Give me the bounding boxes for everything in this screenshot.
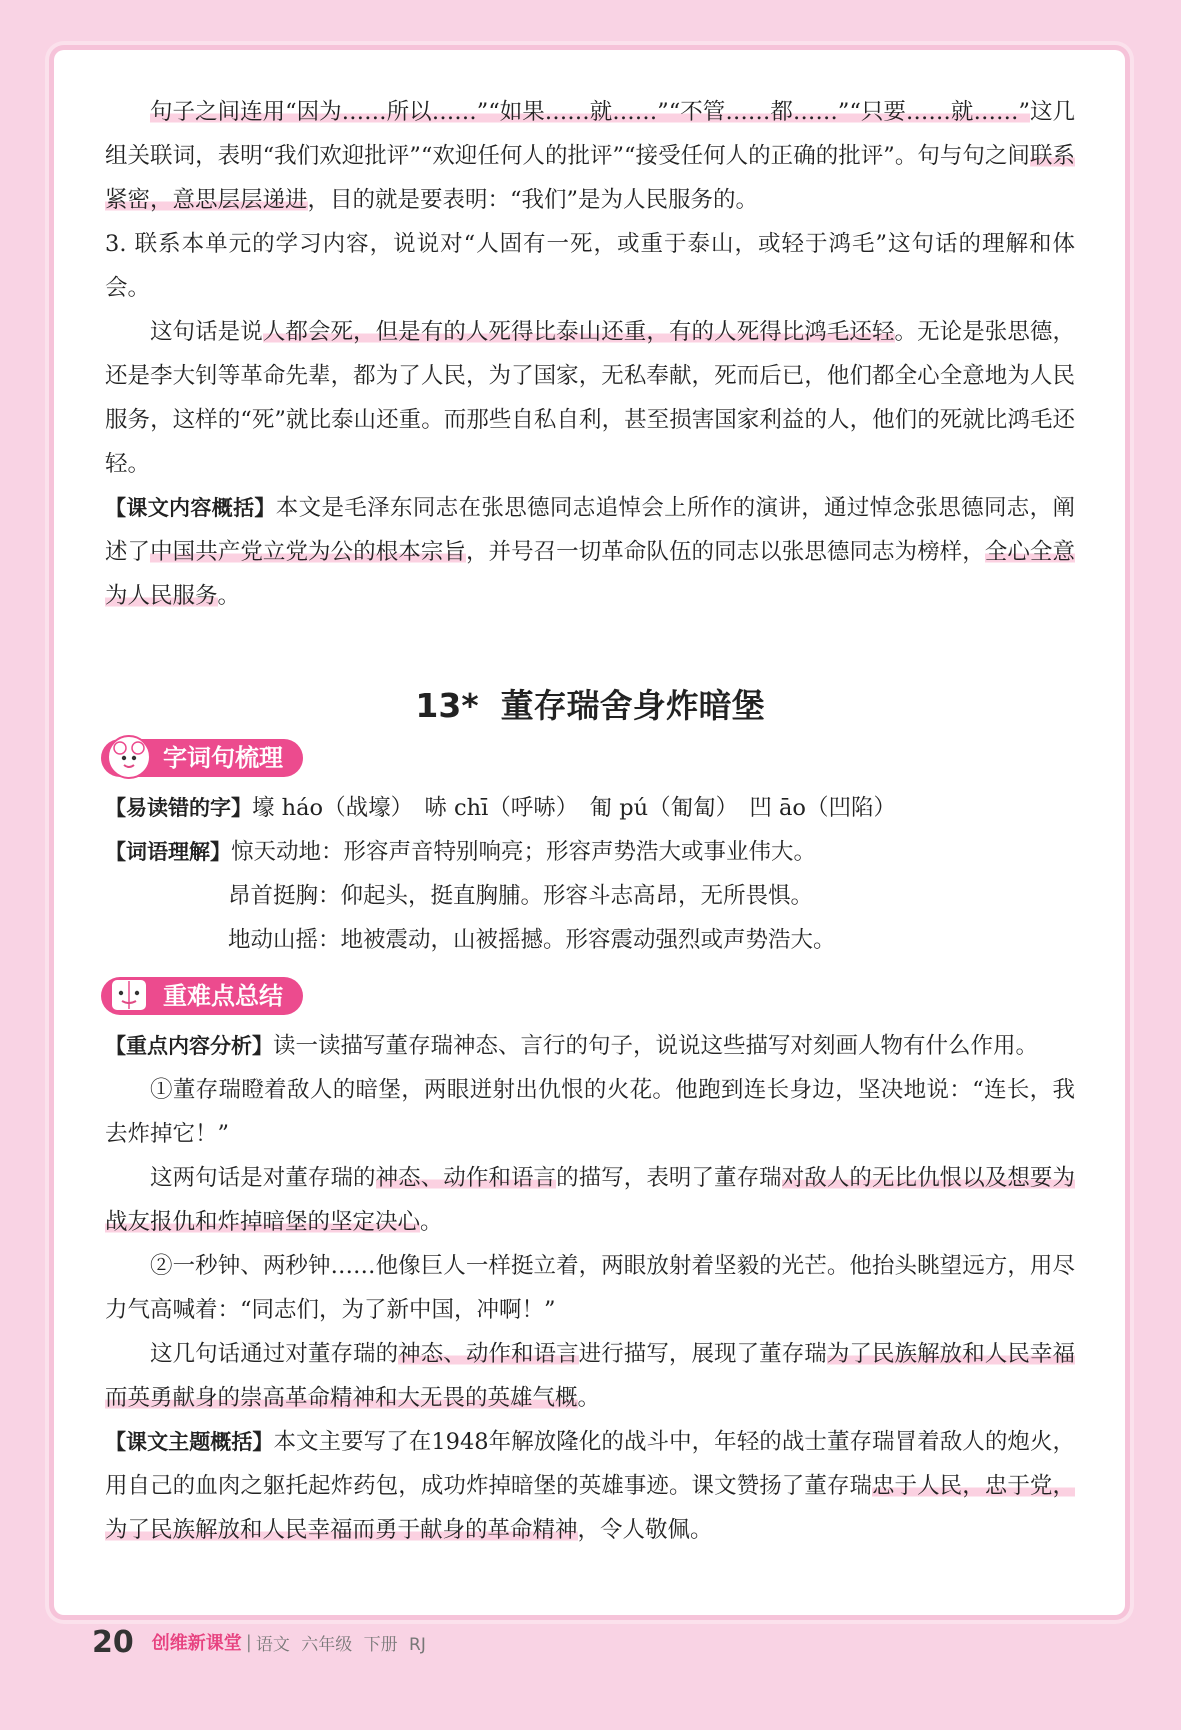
quote-1: ①董存瑞瞪着敌人的暗堡，两眼迸射出仇恨的火花。他跑到连长身边，坚决地说：“连长，我去炸掉它！” (105, 1077, 1075, 1147)
summary-tag: 【课文内容概括】 (105, 496, 276, 520)
lesson-number: 13* (415, 686, 479, 725)
answer-3: 这句话是说人都会死，但是有的人死得比泰山还重，有的人死得比鸿毛还轻。无论是张思德，还是李大钊等革命先辈，都为了人民，为了国家，无私奉献，死而后已，他们都全心全意地为人民服务，这样的“死”就比泰山还重。而那些自私自利，甚至损害国家利益的人，他们的死就比鸿毛还轻。 (105, 319, 1075, 477)
page-content (105, 90, 1075, 1552)
lesson-title (105, 684, 1075, 728)
brand-name: 创维新课堂 (151, 1633, 242, 1654)
analysis-2: 这几句话通过对董存瑞的神态、动作和语言进行描写，展现了董存瑞为了民族解放和人民幸福而英勇献身的崇高革命精神和大无畏的英雄气概。 (105, 1341, 1075, 1411)
page-number: 20 (92, 1624, 134, 1660)
word-explanation-2: 昂首挺胸：仰起头，挺直胸脯。形容斗志高昂，无所畏惧。 (228, 883, 814, 909)
paragraph-connectives: 句子之间连用“因为……所以……”“如果……就……”“不管……都……”“只要……就……”这几组关联词，表明“我们欢迎批评”“欢迎任何人的批评”“接受任何人的正确的批评”。句与句之间联系紧密，意思层层递进，目的就是要表明：“我们”是为人民服务的。 (105, 99, 1075, 213)
sheep-mascot-icon (105, 733, 153, 781)
footer-separator: | (245, 1631, 252, 1653)
theme-summary: 【课文主题概括】本文主要写了在1948年解放隆化的战斗中，年轻的战士董存瑞冒着敌人的炮火，用自己的血肉之躯托起炸药包，成功炸掉暗堡的英雄事迹。课文赞扬了董存瑞忠于人民，忠于党，为了民族解放和人民幸福而勇于献身的革命精神，令人敬佩。 (105, 1429, 1075, 1543)
quote-2: ②一秒钟、两秒钟……他像巨人一样挺立着，两眼放射着坚毅的光芒。他抬头眺望远方，用尽力气高喊着：“同志们，为了新中国，冲啊！” (105, 1253, 1075, 1323)
question-3: 3. 联系本单元的学习内容，说说对“人固有一死，或重于泰山，或轻于鸿毛”这句话的理解和体会。 (105, 231, 1075, 301)
book-meta: 语文 六年级 下册 RJ (255, 1634, 426, 1655)
misread-chars: 【易读错的字】壕 háo（战壕） 哧 chī（呼哧） 匍 pú（匍匐） 凹 āo（凹陷） (105, 795, 896, 821)
word-explanation-3: 地动山摇：地被震动，山被摇撼。形容震动强烈或声势浩大。 (228, 927, 836, 953)
analysis-1: 这两句话是对董存瑞的神态、动作和语言的描写，表明了董存瑞对敌人的无比仇恨以及想要为战友报仇和炸掉暗堡的坚定决心。 (105, 1165, 1075, 1235)
word-explanation-1: 【词语理解】惊天动地：形容声音特别响亮；形容声势浩大或事业伟大。 (105, 839, 817, 865)
lesson-name: 董存瑞舍身炸暗堡 (500, 686, 765, 725)
key-section-banner: 重难点总结 (101, 976, 1075, 1016)
book-mascot-icon (105, 971, 153, 1019)
page-footer (92, 1622, 426, 1662)
vocab-section-banner: 字词句梳理 (101, 738, 1075, 778)
content-summary: 【课文内容概括】本文是毛泽东同志在张思德同志追悼会上所作的演讲，通过悼念张思德同志，阐述了中国共产党立党为公的根本宗旨，并号召一切革命队伍的同志以张思德同志为榜样，全心全意为人民服务。 (105, 495, 1075, 609)
analysis-question: 【重点内容分析】读一读描写董存瑞神态、言行的句子，说说这些描写对刻画人物有什么作用。 (105, 1033, 1039, 1059)
